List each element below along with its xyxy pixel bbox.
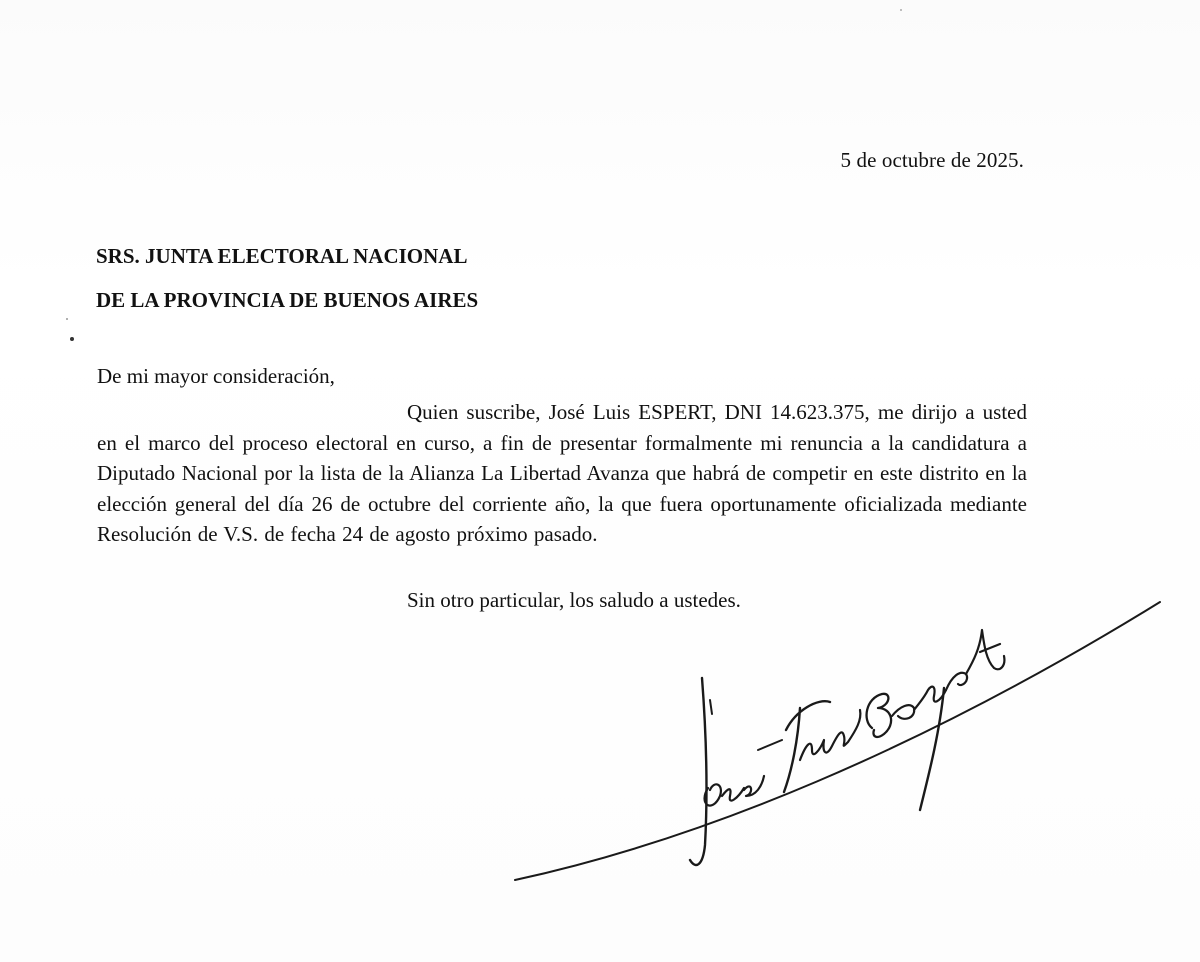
addressee-line: DE LA PROVINCIA DE BUENOS AIRES: [96, 288, 479, 312]
addressee-line: SRS. JUNTA ELECTORAL NACIONAL: [96, 244, 468, 268]
handwritten-signature: [500, 590, 1180, 890]
letter-body: Quien suscribe, José Luis ESPERT, DNI 14.623.375, me dirijo a usted en el marco del proceso electoral en curso, a fin de presentar formalmente mi renuncia a la candidatura a Diputado Nacional por la lista de la Alianza La Libertad Avanza que habrá de competir en este distrito en la elección general del día 26 de octubre del corriente año, la que fuera oportunamente oficializada mediante Resolución de V.S. de fecha 24 de agosto próximo pasado.: [97, 400, 1027, 546]
scan-speck: [70, 337, 74, 341]
scan-speck: [900, 9, 902, 11]
closing-line: Sin otro particular, los saludo a ustedes.: [407, 588, 741, 612]
salutation: De mi mayor consideración,: [97, 364, 335, 388]
addressee-block: [96, 234, 478, 322]
scan-speck: [66, 318, 68, 320]
letter-date: 5 de octubre de 2025.: [840, 148, 1024, 172]
